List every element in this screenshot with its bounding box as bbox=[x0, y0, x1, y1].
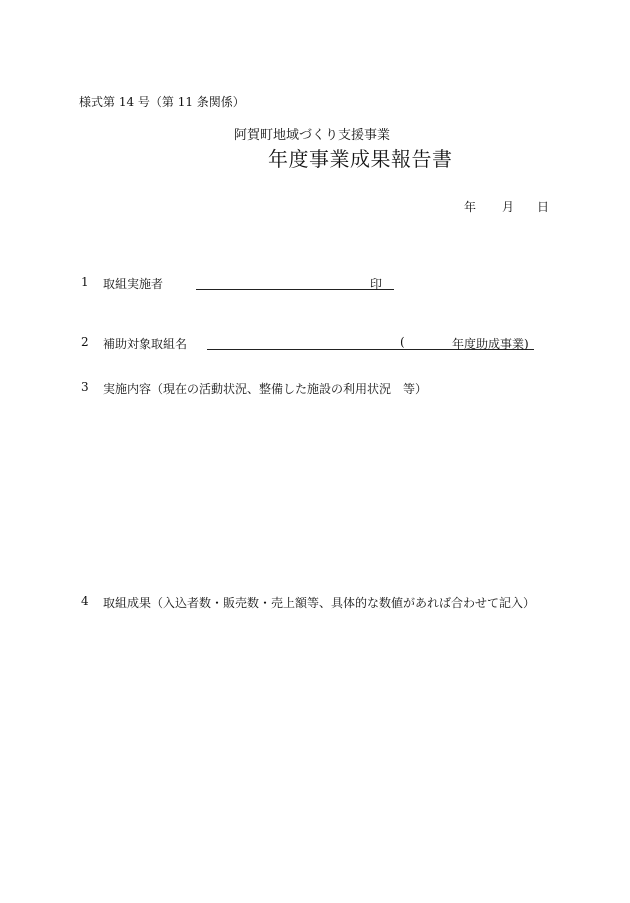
date-year-label: 年 bbox=[464, 200, 477, 214]
seal-mark: 印 bbox=[369, 277, 382, 291]
section-4-number: 4 bbox=[81, 594, 89, 608]
year-paren-open: ( bbox=[400, 335, 405, 349]
section-4-label: 取組成果（入込者数・販売数・売上額等、具体的な数値があれば合わせて記入） bbox=[103, 596, 536, 610]
date-month-label: 月 bbox=[502, 200, 515, 214]
section-1-label: 取組実施者 bbox=[103, 277, 164, 291]
program-name: 阿賀町地域づくり支援事業 bbox=[234, 128, 391, 143]
section-2-label: 補助対象取組名 bbox=[103, 337, 188, 351]
project-name-field[interactable] bbox=[207, 336, 534, 350]
document-title: 年度事業成果報告書 bbox=[268, 147, 453, 171]
section-1-number: 1 bbox=[81, 275, 89, 289]
section-3-label: 実施内容（現在の活動状況、整備した施設の利用状況 等） bbox=[103, 382, 428, 396]
date-day-label: 日 bbox=[537, 200, 550, 214]
section-3-number: 3 bbox=[81, 380, 89, 394]
form-number: 様式第 14 号（第 11 条関係） bbox=[79, 95, 245, 109]
section-2-number: 2 bbox=[81, 335, 89, 349]
fiscal-year-suffix: 年度助成事業) bbox=[452, 337, 529, 351]
implementer-name-field[interactable] bbox=[196, 276, 394, 290]
